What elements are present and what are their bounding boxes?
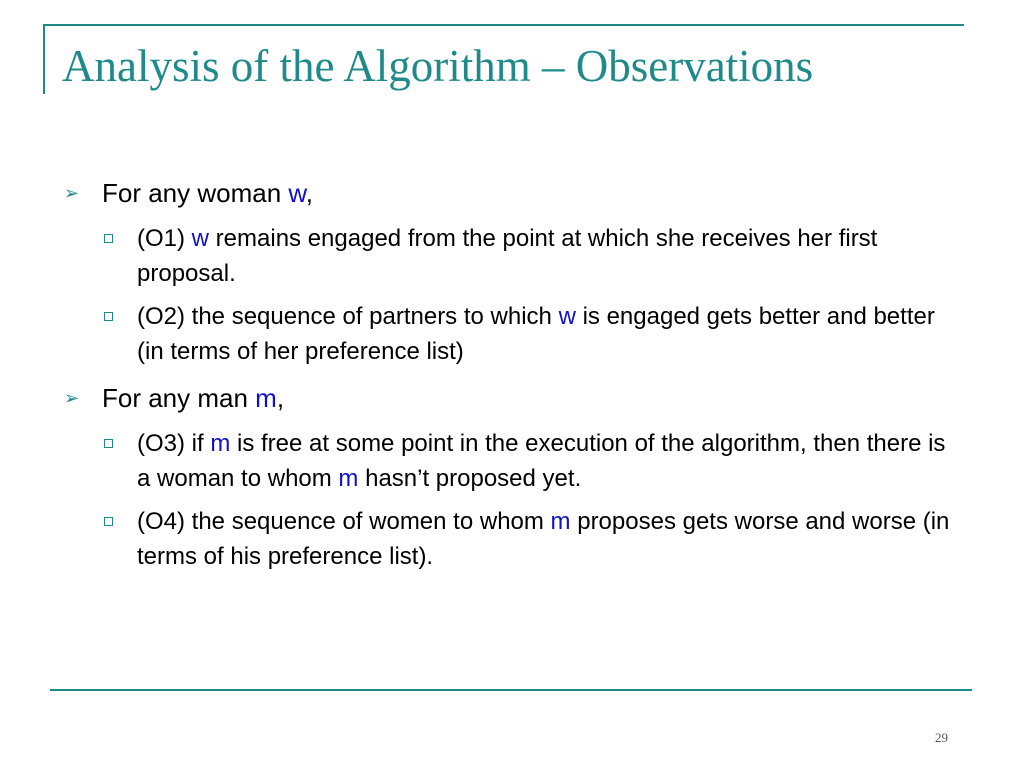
text-run: is free at some point in the execution of the algorithm, then there is a woman to whom xyxy=(137,430,946,492)
text-run: (O1) xyxy=(137,225,192,252)
variable-highlight: m xyxy=(255,383,277,413)
bullet-text xyxy=(102,178,313,208)
text-run: (O4) the sequence of women to whom xyxy=(137,508,551,535)
text-run: is engaged gets better and better (in terms of her preference list) xyxy=(137,303,935,365)
bullet-item xyxy=(64,381,964,415)
text-run: For any woman xyxy=(102,178,289,208)
text-run: , xyxy=(305,178,313,208)
sub-bullet-item xyxy=(64,299,964,369)
slide-content xyxy=(64,176,964,574)
page-number: 29 xyxy=(935,730,948,745)
text-run: (O2) the sequence of partners to which xyxy=(137,303,559,330)
bullet-text xyxy=(137,430,945,492)
variable-highlight: m xyxy=(210,430,231,457)
text-run: proposes gets worse and worse (in terms of his preference list). xyxy=(137,508,950,570)
variable-highlight: w xyxy=(191,225,210,252)
hollow-square-bullet-icon xyxy=(104,439,113,448)
bullet-text xyxy=(137,225,877,287)
text-run: remains engaged from the point at which she receives her first proposal. xyxy=(137,225,878,287)
variable-highlight: w xyxy=(558,303,576,330)
text-run: hasn’t proposed yet. xyxy=(358,465,582,492)
sub-bullet-item xyxy=(64,504,964,574)
arrowhead-bullet-icon: ➢ xyxy=(64,388,80,408)
title-frame-left-rule xyxy=(43,24,45,94)
text-run: For any man xyxy=(102,383,256,413)
text-run: , xyxy=(276,383,285,413)
variable-highlight: m xyxy=(338,465,359,492)
slide-title: Analysis of the Algorithm – Observations xyxy=(62,41,814,91)
hollow-square-bullet-icon xyxy=(104,312,113,321)
bullet-item xyxy=(64,176,964,210)
text-run: (O3) if xyxy=(137,430,211,457)
title-frame-top-rule xyxy=(43,24,964,26)
bullet-text xyxy=(102,383,284,413)
arrowhead-bullet-icon: ➢ xyxy=(64,183,80,203)
bullet-text xyxy=(137,508,949,570)
hollow-square-bullet-icon xyxy=(104,234,113,243)
variable-highlight: m xyxy=(550,508,571,535)
footer-rule xyxy=(50,689,972,691)
variable-highlight: w xyxy=(288,178,306,208)
sub-bullet-item xyxy=(64,221,964,291)
hollow-square-bullet-icon xyxy=(104,517,113,526)
sub-bullet-item xyxy=(64,426,964,496)
bullet-text xyxy=(137,303,935,365)
